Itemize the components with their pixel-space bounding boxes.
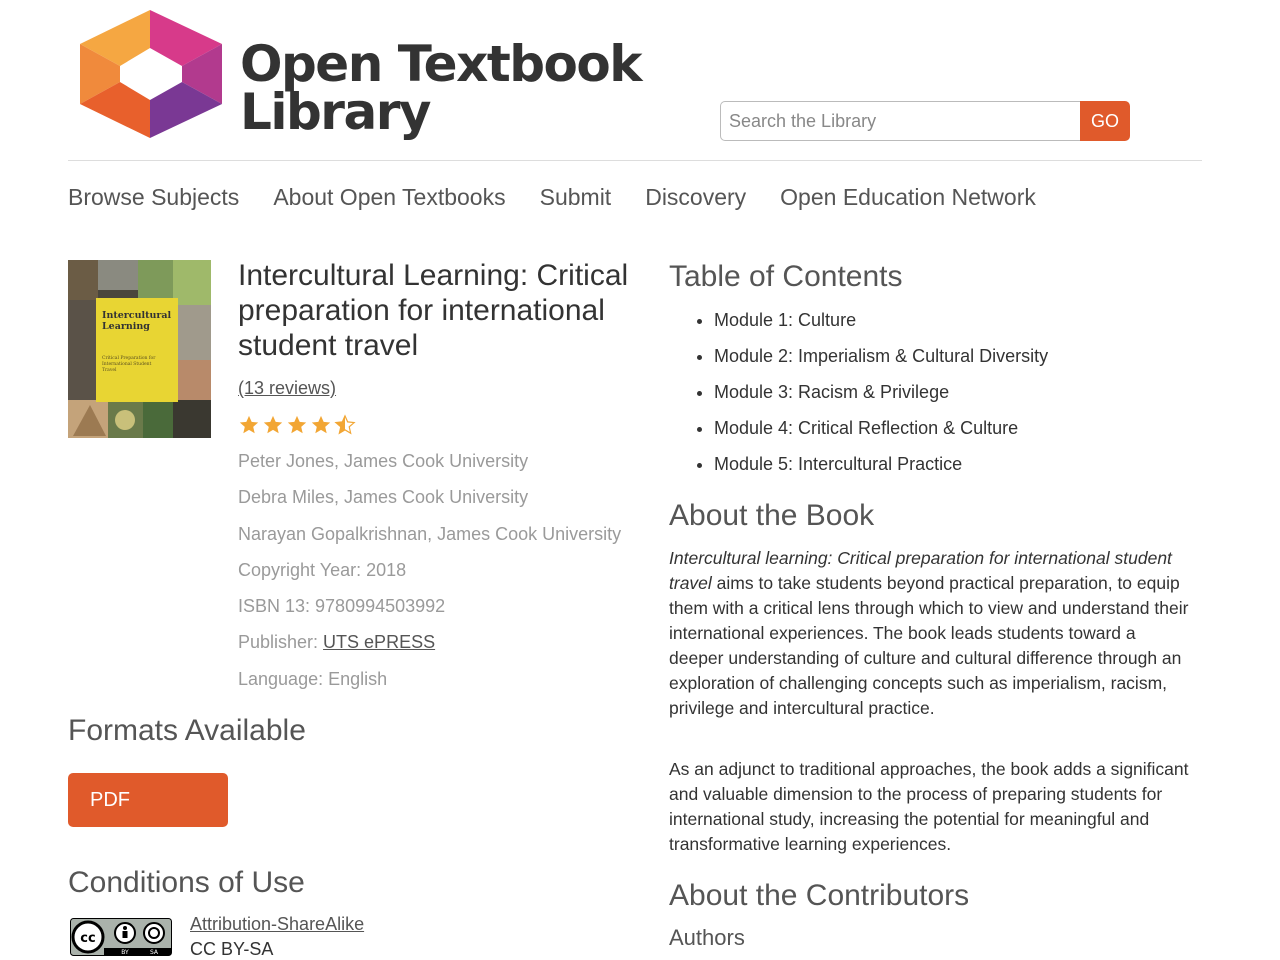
- cc-by-sa-badge-icon[interactable]: [70, 918, 172, 956]
- star-full-icon: [262, 414, 284, 436]
- header-divider: [68, 160, 1202, 161]
- formats-heading: Formats Available: [68, 714, 306, 747]
- about-text-1: aims to take students beyond practical preparation, to equip them with a critical lens through which to view and understand their international experiences. The book leads students toward a deeper understanding of culture and cultural difference through an exploration of challenging concepts such as imperialism, racism, privilege and intercultural practice.: [669, 573, 1189, 718]
- cover-title: Intercultural Learning: [102, 310, 172, 332]
- publisher-link[interactable]: UTS ePRESS: [323, 632, 436, 652]
- about-heading: About the Book: [669, 499, 875, 532]
- contributor-3: Narayan Gopalkrishnan, James Cook University: [238, 524, 622, 544]
- nav-submit[interactable]: Submit: [539, 184, 612, 210]
- publisher-row: [238, 632, 435, 653]
- license-code: CC BY-SA: [190, 939, 274, 959]
- logo-line-1: Open Textbook: [240, 35, 641, 93]
- book-title: Intercultural Learning: Critical preparation for international student travel: [238, 259, 629, 362]
- pdf-download-button[interactable]: PDF: [68, 773, 228, 827]
- toc-item: • Module 4: Critical Reflection & Culture: [714, 414, 1048, 450]
- about-paragraph-1: [669, 546, 1189, 721]
- license-link[interactable]: Attribution-ShareAlike: [190, 914, 365, 934]
- copyright-year: Copyright Year: 2018: [238, 560, 407, 580]
- toc-item: • Module 3: Racism & Privilege: [714, 378, 1048, 414]
- main-nav: [68, 184, 1036, 211]
- nav-browse-subjects[interactable]: Browse Subjects: [68, 184, 240, 210]
- toc-item: • Module 1: Culture: [714, 306, 1048, 342]
- nav-open-education-network[interactable]: Open Education Network: [780, 184, 1036, 210]
- rating-stars: [238, 414, 356, 436]
- contributor-2: Debra Miles, James Cook University: [238, 487, 529, 507]
- toc-item: • Module 5: Intercultural Practice: [714, 450, 1048, 486]
- toc-list: [690, 306, 1048, 486]
- logo-line-2: Library: [240, 83, 430, 141]
- star-full-icon: [310, 414, 332, 436]
- search-bar: [720, 101, 1130, 141]
- nav-discovery[interactable]: Discovery: [645, 184, 747, 210]
- cover-subtitle: Critical Preparation for International Student Travel: [102, 356, 156, 373]
- reviews-link[interactable]: (13 reviews): [238, 378, 337, 398]
- star-full-icon: [286, 414, 308, 436]
- sa-icon: [144, 923, 164, 943]
- star-half-icon: [334, 414, 356, 436]
- language: Language: English: [238, 669, 388, 689]
- svg-text:cc: cc: [80, 931, 96, 946]
- search-go-button[interactable]: GO: [1080, 101, 1130, 141]
- publisher-label: Publisher:: [238, 632, 324, 652]
- site-logo[interactable]: [240, 35, 641, 141]
- search-input[interactable]: [720, 101, 1080, 141]
- isbn: ISBN 13: 9780994503992: [238, 596, 446, 616]
- logo-mark-icon[interactable]: [78, 8, 224, 140]
- contributors-heading: About the Contributors: [669, 879, 970, 912]
- star-full-icon: [238, 414, 260, 436]
- toc-heading: Table of Contents: [669, 260, 903, 293]
- about-book-title: Intercultural learning: Critical preparation for international student travel: [669, 548, 1172, 593]
- svg-text:BY: BY: [121, 949, 129, 956]
- cover-collage: [68, 260, 211, 438]
- authors-subheading: Authors: [669, 925, 745, 950]
- book-cover-image: [68, 260, 211, 438]
- svg-text:SA: SA: [149, 949, 159, 956]
- nav-about-open-textbooks[interactable]: About Open Textbooks: [273, 184, 506, 210]
- contributor-1: Peter Jones, James Cook University: [238, 451, 529, 471]
- conditions-heading: Conditions of Use: [68, 866, 305, 899]
- toc-item: • Module 2: Imperialism & Cultural Diversity: [714, 342, 1048, 378]
- about-paragraph-2: As an adjunct to traditional approaches, the book adds a significant and valuable dimension to the process of preparing students for international study, increasing the potential for meaningful and transformative learning experiences.: [669, 759, 1189, 854]
